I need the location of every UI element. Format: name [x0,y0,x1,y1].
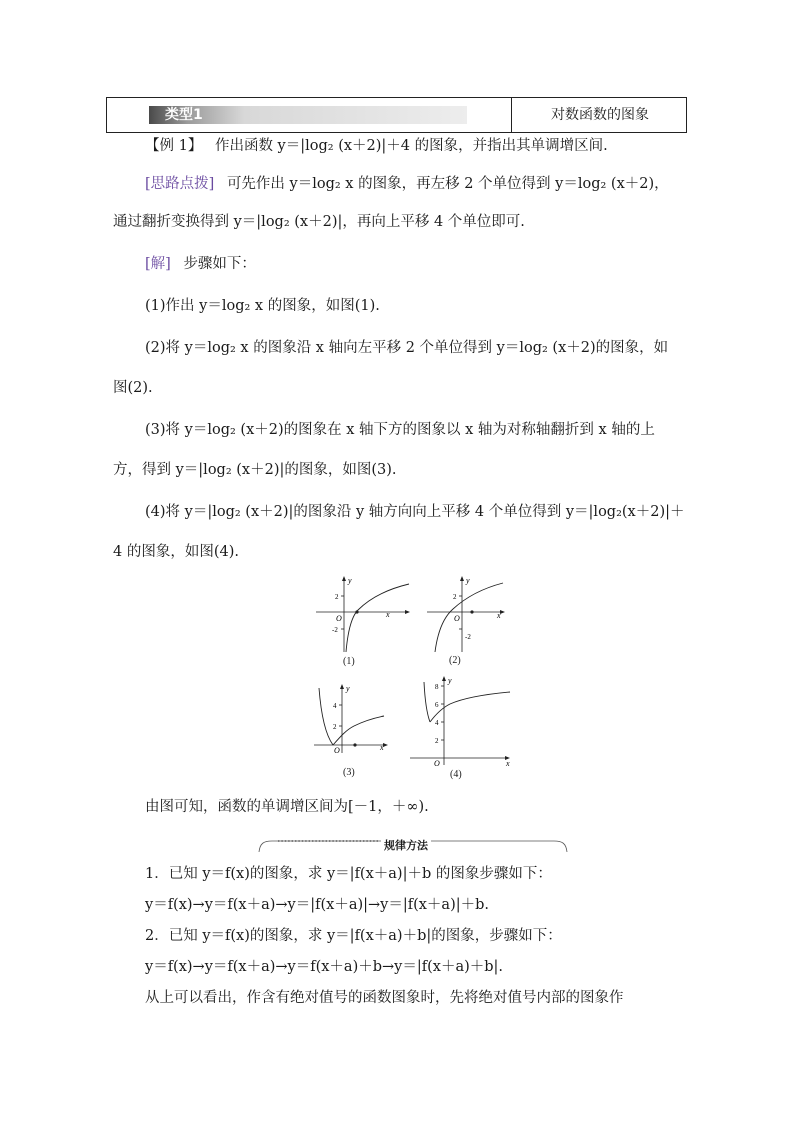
figure-2 [425,574,510,654]
type-title: 对数函数的图象 [551,107,649,123]
hint-text-1: 可先作出 y＝log₂ x 的图象，再左移 2 个单位得到 y＝log₂ (x＋2)， [226,176,669,192]
conclusion: 由图可知，函数的单调增区间为[－1，＋∞). [145,799,429,815]
fig1-tick-2: 2 [335,593,339,601]
fig4-tick-2: 2 [435,737,439,745]
rule-closing: 从上可以看出，作含有绝对值号的函数图象时，先将绝对值号内部的图象作 [145,990,624,1006]
fig2-origin: O [454,614,460,623]
rule-1b: y＝f(x)→y＝f(x＋a)→y＝|f(x＋a)|→y＝|f(x＋a)|＋b. [145,897,490,913]
caption-3: (3) [343,767,355,778]
step-4a: (4)将 y＝|log₂ (x＋2)|的图象沿 y 轴方向向上平移 4 个单位得到 y＝|log₂(x＋2)|＋ [145,504,685,520]
fig1-tick-neg2: -2 [332,626,338,634]
hint-tag: [思路点拨] [145,176,215,192]
caption-4: (4) [450,769,462,780]
step-4b: 4 的图象，如图(4). [113,544,239,560]
fig2-x-label: x [497,611,501,620]
rules-label: 规律方法 [381,837,431,853]
figure-1 [312,574,417,654]
step-2b: 图(2). [113,380,153,396]
example-line [145,136,608,156]
type-label: 类型1 [165,107,203,123]
hint-line-1 [145,174,669,194]
fig4-tick-8: 8 [435,683,439,691]
fig2-y-label: y [466,576,470,585]
fig3-tick-4: 4 [333,702,337,710]
fig2-tick-2: 2 [453,593,457,601]
step-1: (1)作出 y＝log₂ x 的图象，如图(1). [145,298,380,314]
example-tag: 【例 1】 [145,138,203,154]
fig4-tick-4: 4 [435,719,439,727]
fig1-origin: O [336,614,342,623]
fig3-tick-2: 2 [333,723,337,731]
figure-3 [312,682,397,754]
fig3-origin: O [334,746,340,754]
rule-1a: 1．已知 y＝f(x)的图象，求 y＝|f(x＋a)|＋b 的图象步骤如下： [145,866,552,882]
caption-1: (1) [343,656,355,667]
step-3b: 方，得到 y＝|log₂ (x＋2)|的图象，如图(3). [113,462,397,478]
fig1-x-label: x [386,610,390,619]
rules-banner [258,836,568,854]
figure-4 [408,674,518,766]
solution-intro-text: 步骤如下： [183,256,256,272]
solution-intro [145,254,256,274]
step-3a: (3)将 y＝log₂ (x＋2)的图象在 x 轴下方的图象以 x 轴为对称轴翻折到 x 轴的上 [145,422,655,438]
fig4-tick-6: 6 [435,701,439,709]
fig4-y-label: y [448,676,452,685]
fig4-origin: O [434,759,440,766]
fig4-x-label: x [506,759,510,766]
section-header [106,97,687,133]
example-text: 作出函数 y＝|log₂ (x＋2)|＋4 的图象，并指出其单调增区间. [214,138,608,154]
hint-line-2: 通过翻折变换得到 y＝|log₂ (x＋2)|，再向上平移 4 个单位即可. [113,214,525,230]
rule-2b: y＝f(x)→y＝f(x＋a)→y＝f(x＋a)＋b→y＝|f(x＋a)＋b|. [145,959,504,975]
rule-2a: 2．已知 y＝f(x)的图象，求 y＝|f(x＋a)＋b|的图象，步骤如下： [145,928,562,944]
fig3-x-label: x [380,743,384,752]
caption-2: (2) [449,655,461,666]
fig1-y-label: y [348,576,352,585]
step-2a: (2)将 y＝log₂ x 的图象沿 x 轴向左平移 2 个单位得到 y＝log₂ (x＋2)的图象，如 [145,340,669,356]
solution-tag: [解] [145,256,171,272]
fig2-tick-neg2: -2 [465,633,471,641]
fig3-y-label: y [346,684,350,693]
